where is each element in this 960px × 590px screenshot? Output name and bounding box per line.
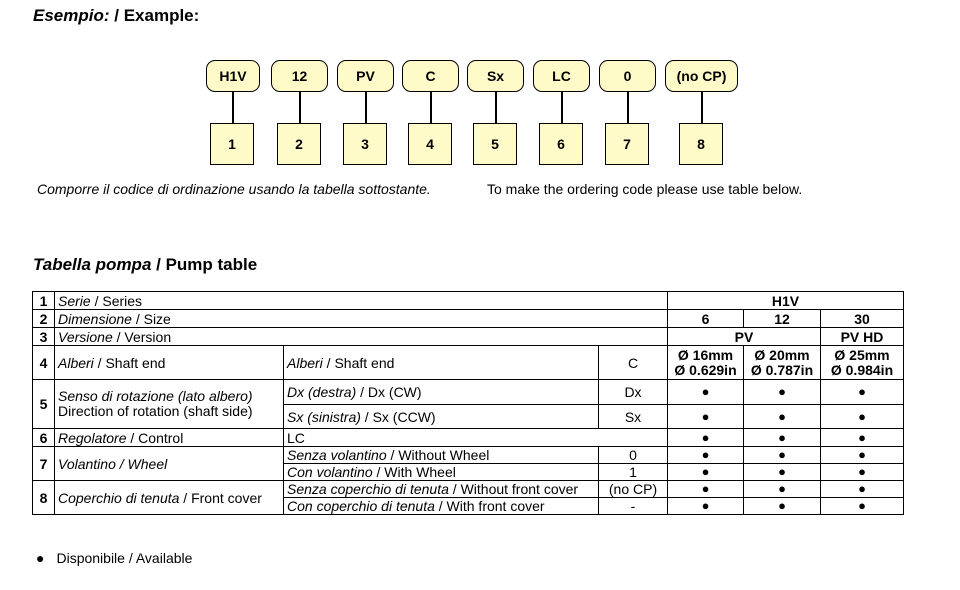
option-label: Alberi / Shaft end bbox=[284, 346, 599, 380]
code-part-shaft: C bbox=[402, 60, 459, 92]
row-number: 5 bbox=[33, 380, 55, 429]
connector-line bbox=[561, 92, 563, 123]
connector-line bbox=[627, 92, 629, 123]
legend-text: Disponibile / Available bbox=[56, 550, 193, 566]
position-box-8: 8 bbox=[679, 123, 723, 165]
code-part-rotation: Sx bbox=[467, 60, 524, 92]
available-dot: ● bbox=[668, 380, 744, 405]
code-part-cover: (no CP) bbox=[665, 60, 738, 92]
position-box-4: 4 bbox=[408, 123, 452, 165]
available-dot: ● bbox=[821, 481, 904, 498]
row-number: 3 bbox=[33, 328, 55, 346]
option-code: (no CP) bbox=[599, 481, 668, 498]
example-heading: Esempio: / Example: bbox=[33, 6, 200, 25]
code-part-version: PV bbox=[337, 60, 394, 92]
available-dot: ● bbox=[668, 481, 744, 498]
row-label: Dimensione / Size bbox=[55, 310, 668, 328]
option-label: Con volantino / With Wheel bbox=[284, 464, 599, 481]
version-value: PV bbox=[668, 328, 821, 346]
available-dot: ● bbox=[821, 498, 904, 515]
table-row-cover-none bbox=[33, 481, 904, 498]
table-row-rotation-cw bbox=[33, 380, 904, 405]
row-label: Senso di rotazione (lato albero) Direction of rotation (shaft side) bbox=[55, 380, 284, 429]
row-number: 6 bbox=[33, 429, 55, 447]
option-code: Dx bbox=[599, 380, 668, 405]
row-number: 4 bbox=[33, 346, 55, 380]
intro-text-italian: Comporre il codice di ordinazione usando la tabella sottostante. bbox=[37, 181, 431, 197]
available-dot: ● bbox=[744, 464, 821, 481]
available-dot: ● bbox=[668, 429, 744, 447]
connector-line bbox=[232, 92, 234, 123]
position-box-2: 2 bbox=[277, 123, 321, 165]
available-dot: ● bbox=[668, 447, 744, 464]
option-label: Dx (destra) / Dx (CW) bbox=[284, 380, 599, 405]
size-value: 12 bbox=[744, 310, 821, 328]
available-dot: ● bbox=[744, 380, 821, 405]
position-box-6: 6 bbox=[539, 123, 583, 165]
available-dot: ● bbox=[744, 405, 821, 429]
row-label: Coperchio di tenuta / Front cover bbox=[55, 481, 284, 515]
row-number: 1 bbox=[33, 292, 55, 310]
row-label: Versione / Version bbox=[55, 328, 668, 346]
row-label: Volantino / Wheel bbox=[55, 447, 284, 481]
pump-table-heading: Tabella pompa / Pump table bbox=[33, 255, 258, 274]
legend bbox=[36, 550, 192, 566]
available-dot: ● bbox=[668, 464, 744, 481]
pump-table bbox=[32, 291, 904, 515]
option-code: - bbox=[599, 498, 668, 515]
table-row-wheel-none bbox=[33, 447, 904, 464]
row-label: Regolatore / Control bbox=[55, 429, 284, 447]
available-dot: ● bbox=[821, 447, 904, 464]
legend-bullet-icon: ● bbox=[36, 550, 45, 566]
table-row-version bbox=[33, 328, 904, 346]
connector-line bbox=[365, 92, 367, 123]
connector-line bbox=[495, 92, 497, 123]
connector-line bbox=[430, 92, 432, 123]
connector-line bbox=[299, 92, 301, 123]
table-row-series bbox=[33, 292, 904, 310]
shaft-diameter: Ø 16mm Ø 0.629in bbox=[668, 346, 744, 380]
shaft-diameter: Ø 25mm Ø 0.984in bbox=[821, 346, 904, 380]
option-code: Sx bbox=[599, 405, 668, 429]
available-dot: ● bbox=[821, 464, 904, 481]
option-label: Senza coperchio di tenuta / Without front cover bbox=[284, 481, 599, 498]
available-dot: ● bbox=[744, 429, 821, 447]
intro-text-english: To make the ordering code please use table below. bbox=[487, 181, 803, 197]
size-value: 30 bbox=[821, 310, 904, 328]
code-part-wheel: 0 bbox=[599, 60, 656, 92]
connector-line bbox=[701, 92, 703, 123]
option-label: LC bbox=[284, 429, 668, 447]
available-dot: ● bbox=[744, 481, 821, 498]
table-row-shaft bbox=[33, 346, 904, 380]
table-row-size bbox=[33, 310, 904, 328]
available-dot: ● bbox=[821, 405, 904, 429]
code-part-size: 12 bbox=[271, 60, 328, 92]
row-number: 2 bbox=[33, 310, 55, 328]
available-dot: ● bbox=[744, 447, 821, 464]
option-label: Con coperchio di tenuta / With front cover bbox=[284, 498, 599, 515]
option-code: 0 bbox=[599, 447, 668, 464]
series-value: H1V bbox=[668, 292, 904, 310]
position-box-7: 7 bbox=[605, 123, 649, 165]
available-dot: ● bbox=[744, 498, 821, 515]
position-box-5: 5 bbox=[473, 123, 517, 165]
available-dot: ● bbox=[821, 429, 904, 447]
table-row-control bbox=[33, 429, 904, 447]
available-dot: ● bbox=[668, 498, 744, 515]
position-box-3: 3 bbox=[343, 123, 387, 165]
shaft-diameter: Ø 20mm Ø 0.787in bbox=[744, 346, 821, 380]
option-label: Sx (sinistra) / Sx (CCW) bbox=[284, 405, 599, 429]
available-dot: ● bbox=[668, 405, 744, 429]
code-part-series: H1V bbox=[206, 60, 260, 92]
available-dot: ● bbox=[821, 380, 904, 405]
code-part-control: LC bbox=[533, 60, 590, 92]
position-box-1: 1 bbox=[210, 123, 254, 165]
option-code: C bbox=[599, 346, 668, 380]
row-number: 8 bbox=[33, 481, 55, 515]
version-value: PV HD bbox=[821, 328, 904, 346]
option-label: Senza volantino / Without Wheel bbox=[284, 447, 599, 464]
row-label: Alberi / Shaft end bbox=[55, 346, 284, 380]
size-value: 6 bbox=[668, 310, 744, 328]
option-code: 1 bbox=[599, 464, 668, 481]
row-label: Serie / Series bbox=[55, 292, 668, 310]
row-number: 7 bbox=[33, 447, 55, 481]
